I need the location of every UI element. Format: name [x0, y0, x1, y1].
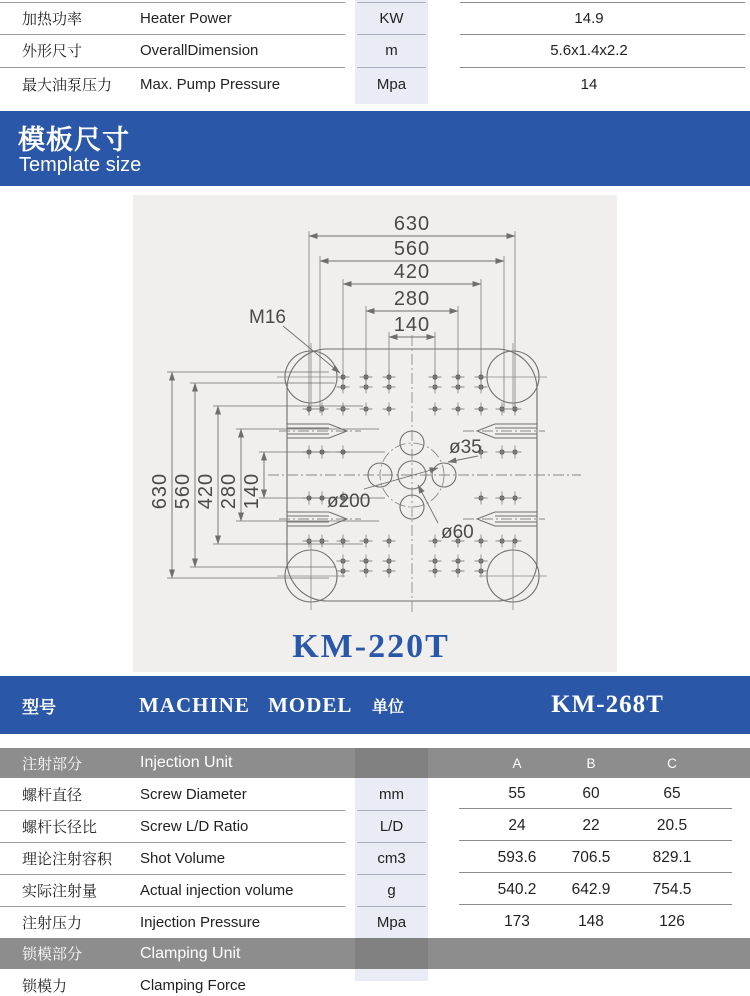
dim-label-560-left: 560 [172, 472, 194, 510]
section-cn: 锁模部分 [22, 946, 83, 963]
dim-label-140-left: 140 [241, 472, 263, 510]
section-header-clamping-unit [0, 938, 750, 969]
spec-label-en: Max. Pump Pressure [140, 76, 281, 93]
template-drawing-svg [133, 195, 617, 672]
spec-label-cn: 螺杆长径比 [22, 818, 98, 836]
drawing-model-label: KM-220T [292, 628, 450, 665]
section-en: Clamping Unit [140, 944, 241, 962]
dim-label-280-left: 280 [218, 472, 240, 510]
spec-value-c: 754.5 [652, 881, 692, 898]
spec-value-a: 173 [504, 913, 530, 930]
template-technical-drawing [133, 195, 617, 672]
spec-label-cn: 锁模力 [22, 977, 68, 995]
spec-unit: L/D [379, 817, 404, 835]
spec-value-a: 55 [508, 785, 526, 802]
column-header-c: C [667, 755, 677, 771]
dim-label-630-left: 630 [149, 472, 171, 510]
banner-title-cn: 模板尺寸 [18, 125, 130, 155]
spec-value-c: 829.1 [652, 849, 692, 866]
dim-label-420-left: 420 [195, 472, 217, 510]
spec-label-cn: 注射压力 [22, 914, 83, 932]
spec-value: 5.6x1.4x2.2 [550, 42, 628, 59]
row-divider [459, 840, 732, 841]
model-header-en: MACHINE MODEL [139, 692, 353, 717]
spec-unit: Mpa [376, 913, 407, 931]
column-header-a: A [512, 755, 522, 771]
spec-label-en: Injection Pressure [140, 913, 261, 931]
banner-title-en: Template size [19, 154, 142, 176]
section-header-injection-unit [0, 748, 750, 778]
spec-label-cn: 螺杆直径 [22, 786, 83, 804]
spec-unit: g [387, 881, 396, 899]
spec-value: 14.9 [574, 9, 604, 27]
section-en: Injection Unit [140, 754, 233, 771]
unit-column-shade [355, 748, 428, 778]
spec-label-cn: 实际注射量 [22, 882, 98, 900]
spec-value-a: 593.6 [497, 849, 537, 866]
section-banner-template-size [0, 111, 750, 186]
model-header-model-number: KM-268T [551, 691, 664, 718]
spec-value-b: 706.5 [571, 849, 611, 866]
dim-label-140-top: 140 [393, 314, 431, 336]
dim-label-420-top: 420 [393, 261, 431, 283]
spec-label-en: Shot Volume [140, 849, 226, 867]
spec-value-c: 65 [663, 785, 681, 802]
callout-d35: ø35 [449, 437, 482, 458]
spec-value-a: 24 [508, 817, 526, 834]
spec-value-a: 540.2 [497, 881, 537, 898]
callout-d200: ø200 [327, 491, 371, 512]
row-divider [459, 808, 732, 809]
spec-unit: KW [379, 9, 404, 27]
spec-unit: cm3 [377, 849, 406, 867]
spec-value-b: 60 [582, 785, 600, 802]
section-cn: 注射部分 [22, 755, 83, 773]
dim-label-630-top: 630 [393, 213, 431, 235]
spec-value-c: 20.5 [656, 817, 688, 834]
model-header-cn: 型号 [22, 697, 56, 717]
spec-unit: mm [379, 785, 404, 803]
spec-label-cn: 外形尺寸 [22, 43, 83, 60]
spec-value-b: 22 [582, 817, 600, 834]
spec-unit: Mpa [376, 76, 407, 93]
machine-model-header [0, 676, 750, 734]
spec-label-en: Screw Diameter [140, 785, 247, 803]
row-divider [459, 872, 732, 873]
model-header-unit-cn: 单位 [372, 698, 405, 716]
spec-unit: m [385, 42, 398, 59]
callout-d60: ø60 [441, 522, 474, 543]
spec-value: 14 [580, 76, 598, 93]
spec-label-en: OverallDimension [140, 42, 259, 59]
spec-value-b: 642.9 [571, 881, 611, 898]
spec-label-en: Clamping Force [140, 976, 246, 994]
spec-label-en: Screw L/D Ratio [140, 817, 249, 835]
spec-label-en: Actual injection volume [140, 881, 294, 899]
spec-label-cn: 加热功率 [22, 10, 83, 28]
unit-column-shade [355, 938, 428, 969]
clipped-row [0, 970, 750, 995]
dim-label-280-top: 280 [393, 288, 431, 310]
spec-label-cn: 最大油泵压力 [22, 77, 113, 94]
dim-label-560-top: 560 [393, 238, 431, 260]
spec-value-c: 126 [659, 913, 685, 930]
spec-label-cn: 理论注射容积 [22, 850, 113, 868]
spec-label-en: Heater Power [140, 9, 232, 27]
column-header-b: B [586, 755, 596, 771]
row-divider [459, 904, 732, 905]
spec-value-b: 148 [578, 913, 604, 930]
callout-m16: M16 [249, 307, 286, 328]
